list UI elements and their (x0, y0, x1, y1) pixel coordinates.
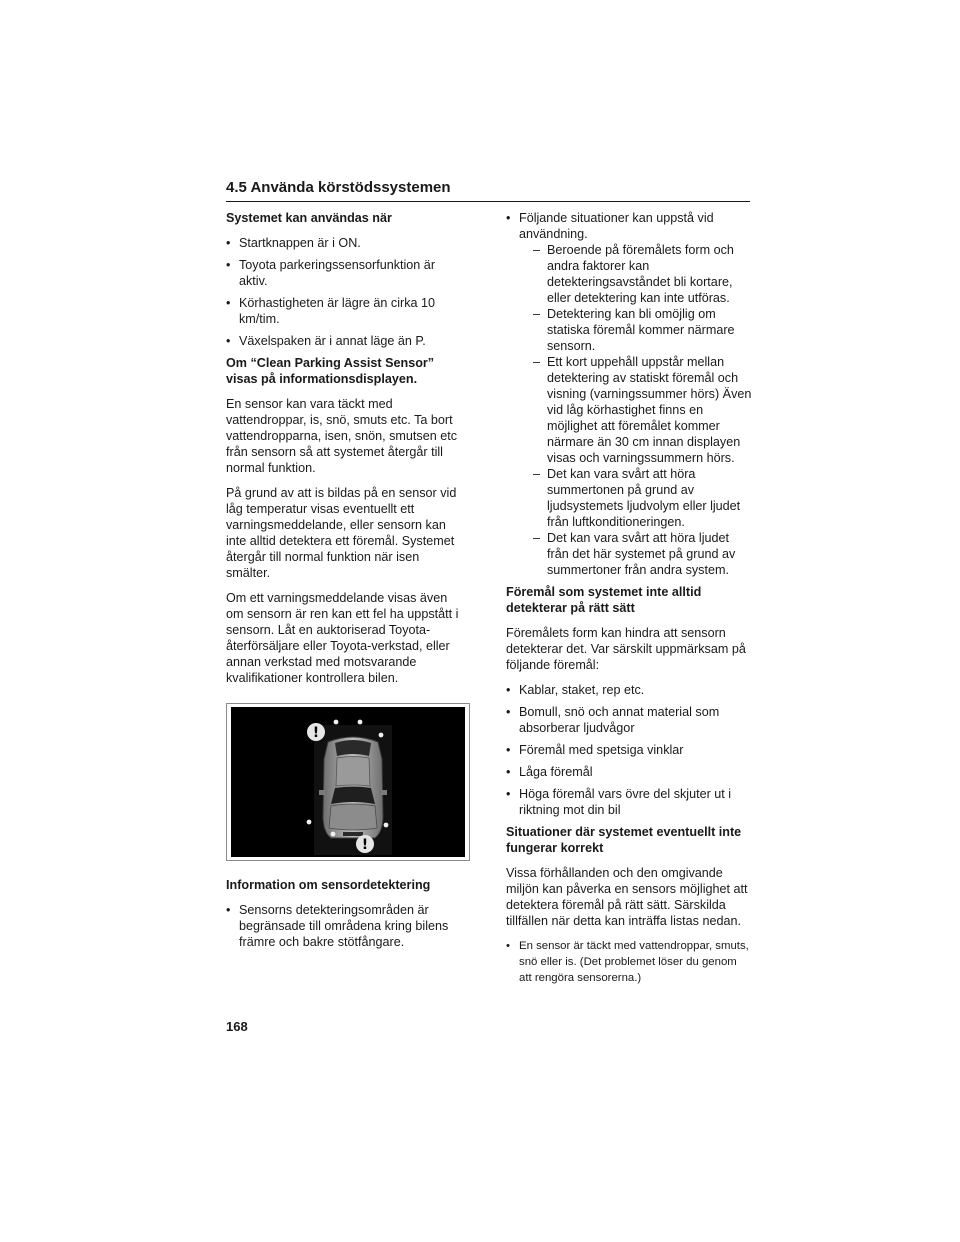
heading-clean-sensor: Om “Clean Parking Assist Sensor” visas på informationsdisplayen. (226, 356, 435, 386)
page-number: 168 (226, 1019, 248, 1034)
paragraph: Föremålets form kan hindra att sensorn detekterar det. Var särskilt uppmärksam på följande föremål: (506, 626, 746, 672)
paragraph: En sensor kan vara täckt med vattendroppar, is, snö, smuts etc. Ta bort vattendropparna, isen, snön, smutsen etc från sensorn så att systemet återgår till normal funktion. (226, 397, 458, 475)
sub-list-item: – Det kan vara svårt att höra summertonen på grund av ljudsystemets ljudvolym eller ljudet från luftkonditioneringen. (533, 467, 741, 529)
heading-sensor-detection: Information om sensordetektering (226, 878, 431, 892)
conditions-list (506, 938, 752, 986)
sub-list (519, 242, 752, 578)
warning-icon (307, 723, 325, 741)
right-column (506, 210, 752, 992)
sensor-info-list (226, 902, 466, 950)
sub-list-item: – Det kan vara svårt att höra ljudet från det här systemet på grund av summertoner från andra system. (533, 531, 736, 577)
sub-list-item: – Beroende på föremålets form och andra faktorer kan detekteringsavståndet bli kortare, eller detektering kan inte utföras. (533, 243, 734, 305)
list-item: • Låga föremål (506, 765, 593, 779)
svg-text:!: ! (361, 837, 369, 853)
sensor-illustration (226, 703, 470, 861)
list-item: • En sensor är täckt med vattendroppar, smuts, snö eller is. (Det problemet löser du genom att rengöra sensorerna.) (506, 940, 749, 984)
list-item: • Startknappen är i ON. (226, 236, 361, 250)
left-column (226, 210, 466, 695)
paragraph: Om ett varningsmeddelande visas även om sensorn är ren kan ett fel ha uppstått i sensorn. Låt en auktoriserad Toyota-återförsäljare eller Toyota-verkstad, eller annan verkstad med motsvarande kvalifikationer kontrollera bilen. (226, 591, 459, 685)
heading-situations-not-working: Situationer där systemet eventuellt inte fungerar korrekt (506, 825, 742, 855)
paragraph: På grund av att is bildas på en sensor vid låg temperatur visas eventuellt ett varningsmeddelande, eller sensorn kan inte alltid detektera ett föremål. Systemet återgår till normal funktion när isen smälter. (226, 486, 457, 580)
warning-icon (356, 835, 374, 853)
usable-conditions-list (226, 235, 466, 349)
svg-text:!: ! (312, 725, 320, 741)
paragraph: Vissa förhållanden och den omgivande miljön kan påverka en sensors möjlighet att detektera föremål på rätt sätt. Särskilda tillfällen när detta kan inträffa listas nedan. (506, 866, 748, 928)
section-header: 4.5 Använda körstödssystemen (226, 178, 750, 202)
car-top-view-icon (227, 704, 471, 862)
heading-objects-not-detected: Föremål som systemet inte alltid detekterar på rätt sätt (506, 585, 702, 615)
list-item: • Toyota parkeringssensorfunktion är aktiv. (226, 258, 436, 288)
list-item: • Växelspaken är i annat läge än P. (226, 334, 426, 348)
list-item: • Föremål med spetsiga vinklar (506, 743, 684, 757)
list-item: • Körhastigheten är lägre än cirka 10 km/tim. (226, 296, 436, 326)
sub-list-item: – Ett kort uppehåll uppstår mellan detektering av statiskt föremål och visning (varningssummer hörs) Även vid låg körhastighet finns en möjlighet att föremålet kommer närmare än 30 cm innan displayen visas och varningssummern hörs. (533, 355, 752, 465)
list-item: • Följande situationer kan uppstå vid användning. – Beroende på föremålets form och andra faktorer kan detekteringsavståndet bli kortare, eller detektering kan inte utföras. – Detektering kan bli omöjlig om statiska föremål kommer närmare sensorn. – Ett kort uppehåll uppstår mellan detektering av statiskt föremål och visning (varningssummer hörs) Även vid låg körhastighet finns en möjlighet att föremålet kommer närmare än 30 cm innan displayen visas och varningssummern hörs. – Det kan vara svårt att höra summertonen på grund av ljudsystemets ljudvolym eller ljudet från luftkonditioneringen. – Det kan vara svårt att höra ljudet från det här systemet på grund av summertoner från andra system. (506, 211, 752, 577)
heading-system-usable: Systemet kan användas när (226, 211, 392, 225)
situations-list (506, 210, 752, 578)
list-item: • Bomull, snö och annat material som absorberar ljudvågor (506, 705, 720, 735)
left-column-bottom (226, 877, 466, 956)
list-item: • Höga föremål vars övre del skjuter ut i riktning mot din bil (506, 787, 732, 817)
list-item: • Kablar, staket, rep etc. (506, 683, 645, 697)
objects-list (506, 682, 752, 818)
sub-list-item: – Detektering kan bli omöjlig om statiska föremål kommer närmare sensorn. (533, 307, 735, 353)
list-item: • Sensorns detekteringsområden är begränsade till områdena kring bilens främre och bakre stötfångare. (226, 903, 449, 949)
